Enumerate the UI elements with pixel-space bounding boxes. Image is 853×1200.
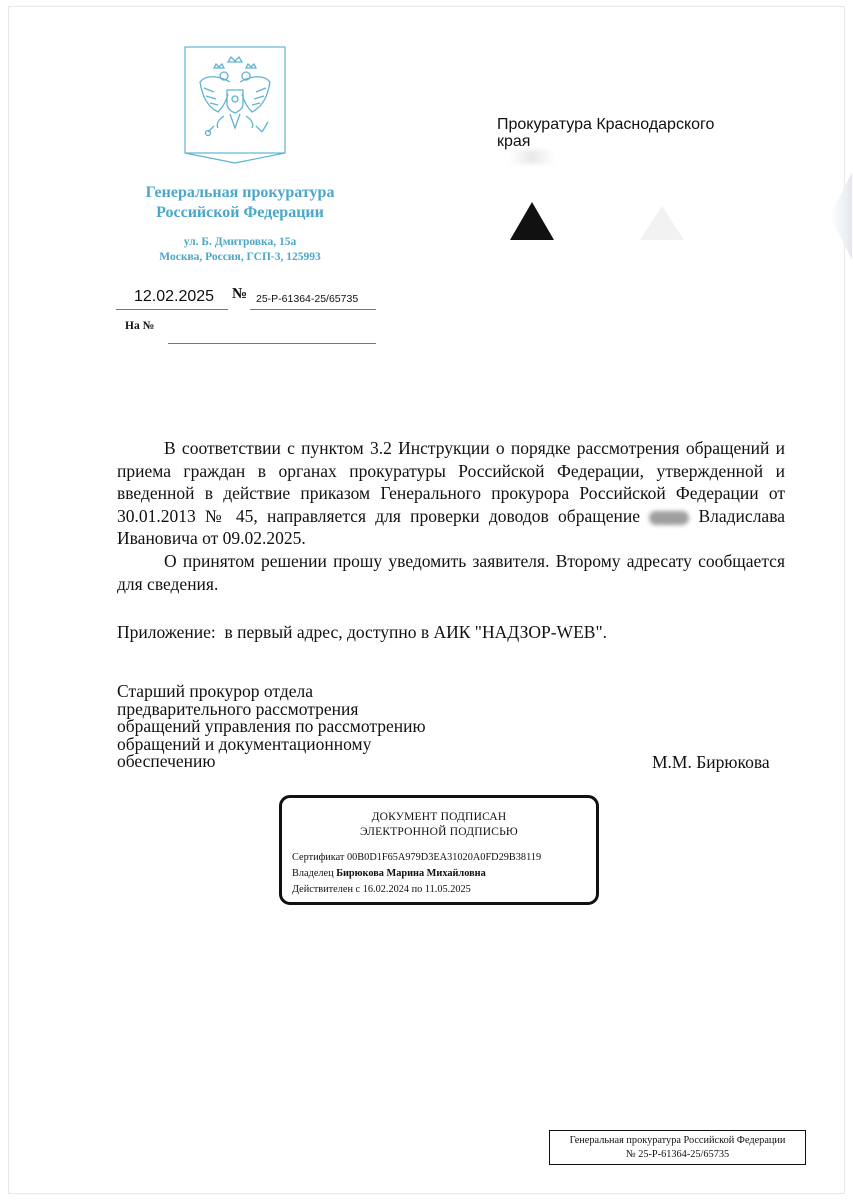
org-name-line2: Российской Федерации xyxy=(156,204,324,221)
signer-position-line3: обращений управления по рассмотрению xyxy=(117,716,426,736)
number-sign: № xyxy=(232,286,248,302)
owner-label: Владелец xyxy=(292,868,334,879)
date-underline xyxy=(116,309,228,310)
signer-name: М.М. Бирюкова xyxy=(652,752,770,772)
redaction-triangle-light xyxy=(640,206,684,240)
certificate-value: 00B0D1F65A979D3EA31020A0FD29B38119 xyxy=(347,852,542,863)
stamp-title-line1: ДОКУМЕНТ ПОДПИСАН xyxy=(371,811,507,823)
certificate-label: Сертификат xyxy=(292,852,345,863)
body-paragraph-1-start: В соответствии с пунктом 3.2 Инструкции о порядке рассмотрения обращений и приема граждан в органах прокуратуры Российской Федерации, утвержденной и введенной в действие приказом Генерального прокурора Российской Федерации от 30.01.2013 № 45, направляется для проверки доводов обращение xyxy=(117,438,785,526)
valid-label: Действителен xyxy=(292,884,353,895)
valid-to-label: по xyxy=(411,884,423,895)
recipient-line2: края xyxy=(497,133,531,150)
valid-from-label: с xyxy=(355,884,361,895)
organization-name xyxy=(100,183,380,223)
redaction-triangle-dark xyxy=(510,202,554,240)
signer-position-line5: обеспечению xyxy=(117,751,216,771)
footer-line2: № 25-Р-61364-25/65735 xyxy=(625,1149,730,1160)
address-line1: ул. Б. Дмитровка, 15а xyxy=(183,236,297,248)
attachment-note: Приложение: в первый адрес, доступно в АИК "НАДЗОР-WEB". xyxy=(117,622,607,642)
footer-registration-box xyxy=(549,1130,806,1165)
stamp-title xyxy=(282,810,596,840)
organization-address xyxy=(100,235,380,265)
body-paragraph-1 xyxy=(117,437,785,550)
valid-to: 11.05.2025 xyxy=(424,884,471,895)
redaction-mark xyxy=(509,150,555,164)
validity-row xyxy=(292,882,541,898)
certificate-row xyxy=(292,850,541,866)
electronic-signature-stamp xyxy=(279,795,599,905)
signer-position-line2: предварительного рассмотрения xyxy=(117,698,359,719)
stamp-title-line2: ЭЛЕКТРОННОЙ ПОДПИСЬЮ xyxy=(360,826,518,838)
document-date: 12.02.2025 xyxy=(134,288,215,305)
address-line2: Москва, Россия, ГСП-3, 125993 xyxy=(159,251,321,263)
owner-row xyxy=(292,866,541,882)
owner-value: Бирюкова Марина Михайловна xyxy=(336,868,486,879)
recipient-line1: Прокуратура Краснодарского xyxy=(497,116,715,133)
redacted-surname xyxy=(649,511,689,525)
document-number: 25-Р-61364-25/65735 xyxy=(256,293,359,305)
number-underline xyxy=(250,309,376,310)
org-name-line1: Генеральная прокуратура xyxy=(145,184,335,201)
body-paragraph-1-end: Владислава Ивановича от 09.02.2025. xyxy=(117,505,785,549)
russian-coat-of-arms-icon xyxy=(184,46,286,164)
reference-underline xyxy=(168,343,376,344)
stamp-info xyxy=(292,850,541,898)
letter-body xyxy=(117,437,785,595)
signer-position-line4: обращений и документационному xyxy=(117,733,372,754)
recipient-address xyxy=(497,116,767,150)
valid-from: 16.02.2024 xyxy=(362,884,410,895)
signer-position-line1: Старший прокурор отдела xyxy=(117,681,314,701)
body-paragraph-2: О принятом решении прошу уведомить заявителя. Второму адресату сообщается для сведения. xyxy=(117,550,785,594)
footer-line1: Генеральная прокуратура Российской Федерации xyxy=(569,1135,786,1146)
signer-position xyxy=(117,683,517,771)
reference-label: На № xyxy=(125,320,155,332)
